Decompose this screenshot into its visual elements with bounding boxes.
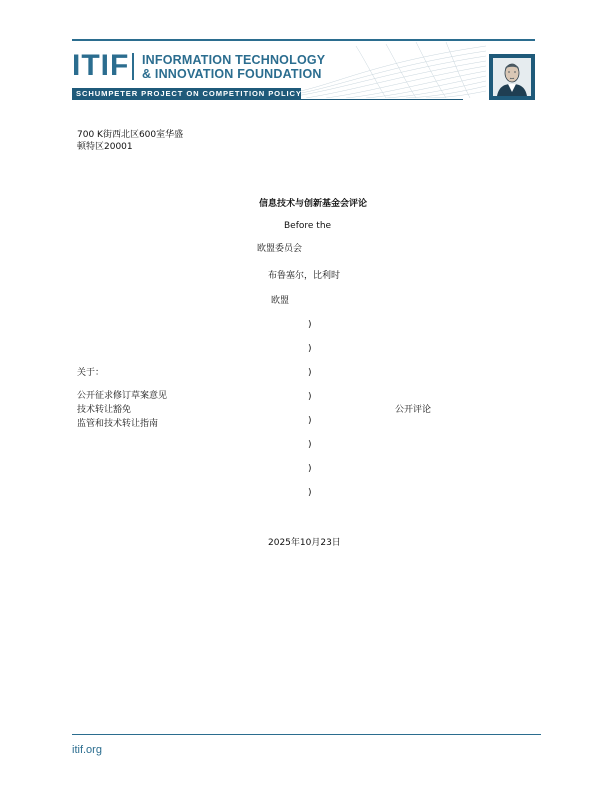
address-line1: 700 K街西北区600室华盛 bbox=[77, 130, 184, 140]
caption-paren: ) bbox=[308, 488, 312, 498]
address-line2: 顿特区20001 bbox=[77, 142, 133, 152]
schumpeter-portrait bbox=[489, 54, 535, 100]
caption-paren: ) bbox=[308, 320, 312, 330]
footer-website-link[interactable]: itif.org bbox=[72, 744, 102, 756]
portrait-illustration bbox=[493, 58, 531, 96]
header-top-rule bbox=[72, 39, 535, 41]
itif-logo: ITIF bbox=[72, 49, 130, 82]
caption-paren: ) bbox=[308, 392, 312, 402]
banner-rule bbox=[301, 99, 463, 100]
organization-name-line2: & INNOVATION FOUNDATION bbox=[142, 67, 322, 81]
logo-separator bbox=[132, 53, 134, 80]
matter-line3: 监管和技术转让指南 bbox=[77, 419, 159, 429]
caption-paren: ) bbox=[308, 368, 312, 378]
caption-paren: ) bbox=[308, 464, 312, 474]
document-date: 2025年10月23日 bbox=[268, 538, 341, 548]
matter-line1: 公开征求修订草案意见 bbox=[77, 391, 168, 401]
caption-region: 欧盟 bbox=[271, 296, 290, 306]
organization-name-line1: INFORMATION TECHNOLOGY bbox=[142, 53, 326, 67]
caption-paren: ) bbox=[308, 344, 312, 354]
caption-paren: ) bbox=[308, 440, 312, 450]
portrait-image bbox=[493, 58, 531, 96]
caption-city: 布鲁塞尔，比利时 bbox=[268, 271, 341, 281]
project-banner: SCHUMPETER PROJECT ON COMPETITION POLICY bbox=[72, 88, 301, 100]
caption-paren: ) bbox=[308, 416, 312, 426]
public-comment-label: 公开评论 bbox=[395, 405, 432, 415]
caption-title: 信息技术与创新基金会评论 bbox=[259, 199, 368, 209]
organization-name bbox=[142, 53, 325, 81]
footer-rule bbox=[72, 734, 541, 735]
caption-before: Before the bbox=[284, 221, 332, 231]
matter-line2: 技术转让豁免 bbox=[77, 405, 132, 415]
matter-about-label: 关于： bbox=[77, 368, 105, 378]
caption-body: 欧盟委员会 bbox=[257, 244, 303, 254]
